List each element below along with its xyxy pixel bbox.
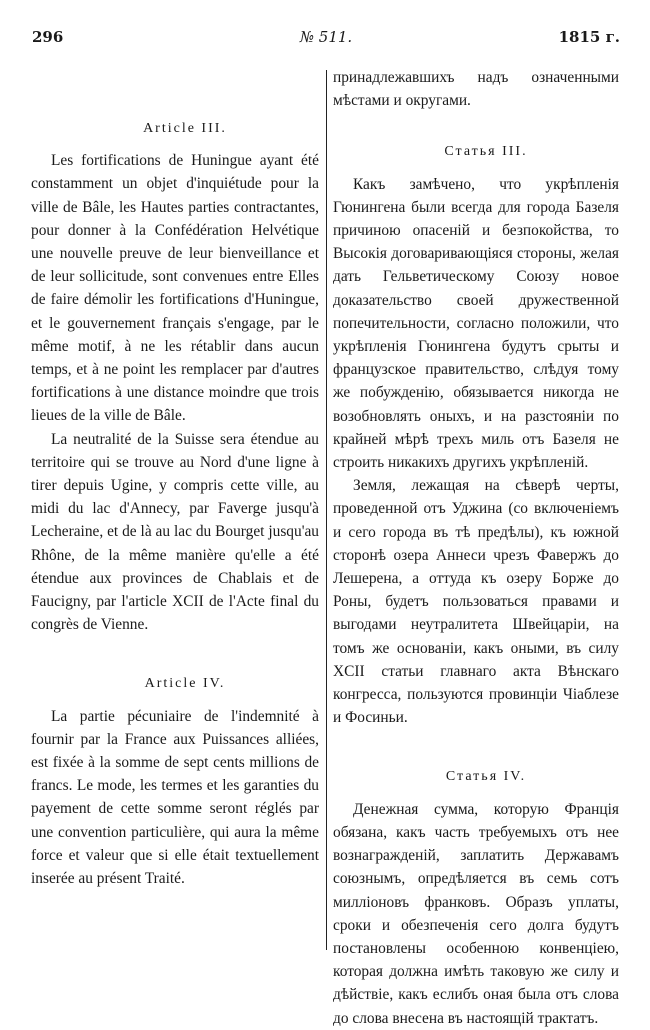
page-header [32, 28, 620, 52]
russian-column [333, 66, 619, 1030]
article-3-heading-ru: Статья III. [444, 144, 528, 160]
article-4-text-fr: La partie pécuniaire de l'indemnité à fournir par la France aux Puissances alliées, est fixée à la somme de sept cents millions de francs. Le mode, les termes et les garanties du payement de cette somme seront réglés par une convention particulière, qui aura la même force et valeur que si elle était textuellement inserée au présent Traité. [31, 707, 319, 888]
article-4-heading-ru: Статья IV. [445, 769, 527, 785]
article-4-text-ru: Денежная сумма, которую Франція обязана, какъ часть требуемыхъ отъ нее вознагражденій, заплатить Державамъ союзнымъ, опредѣляется въ семь сотъ милліоновъ франковъ. Образъ уплаты, сроки и обезпеченія сего долга будутъ постановлены особенною конвенціею, которая должна имѣть таковую же силу и дѣйствіе, какъ еслибъ оная была отъ слова до слова внесена въ настоящій трактатъ. [333, 800, 619, 1027]
column-divider [326, 70, 327, 950]
article-3-text-fr: Les fortifications de Huningue ayant été constamment un objet d'inquiétude pour la ville de Bâle, les Hautes parties contractantes, pour donner à la Confédération Helvétique une nouvelle preuve de leur bienveillance et de leur sollicitude, sont convenues entre Elles de faire démolir les fortifications d'Huningue, et le gouvernement français s'engage, par le même motif, à ne les rétablir dans aucun temps, et à ne point les remplacer par d'autres fortifications à une distance moindre que trois lieues de la ville de Bâle. [31, 152, 319, 425]
year: 1815 г. [558, 28, 620, 46]
article-4-heading-fr: Article IV. [144, 676, 226, 692]
article-3-text2-fr: La neutralité de la Suisse sera étendue au territoire qui se trouve au Nord d'une ligne à tirer depuis Ugine, y compris cette ville, au midi du lac d'Annecy, par Faverge jusqu'à Lecheraine, et de là au lac du Bourget jusqu'au Rhône, de la même manière qu'elle a été étendue aux provinces de Chablais et de Faucigny, par l'article XCII de l'Acte final du congrès de Vienne. [31, 430, 319, 634]
page-number: 296 [32, 28, 64, 46]
french-column [31, 66, 319, 890]
article-3-text-ru: Какъ замѣчено, что укрѣпленія Гюнингена были всегда для города Базеля причиною опасеній и безпокойства, то Высокія договаривающіяся стороны, желая дать Гельветическому Союзу новое доказательство своей дружественной попечительности, согласно положили, что укрѣпленія Гюнингена будутъ срыты и французское правительство, слѣдуя тому же побужденію, обязывается никогда не возобновлять оныхъ, и на разстояніи по крайней мѣрѣ трехъ миль отъ Базеля не строить никакихъ другихъ укрѣпленій. [333, 175, 619, 472]
continuation-text-ru: принадлежавшихъ надъ означенными мѣстами и округами. [333, 69, 619, 110]
article-3-heading-fr: Article III. [143, 121, 227, 136]
document-number: № 511. [299, 28, 353, 46]
article-3-text2-ru: Земля, лежащая на сѣверѣ черты, проведенной отъ Уджина (со включеніемъ и сего города въ тѣ предѣлы), къ южной сторонѣ озера Аннеси чрезъ Фавержъ до Лешерена, а оттуда къ озеру Борже до Роны, будетъ пользоваться правами и выгодами неутралитета Швейцаріи, на томъ же основаніи, какъ оными, въ силу XCII статьи главнаго акта Вѣнскаго конгресса, пользуются провинціи Чіаблезе и Фосиньи. [333, 477, 619, 727]
